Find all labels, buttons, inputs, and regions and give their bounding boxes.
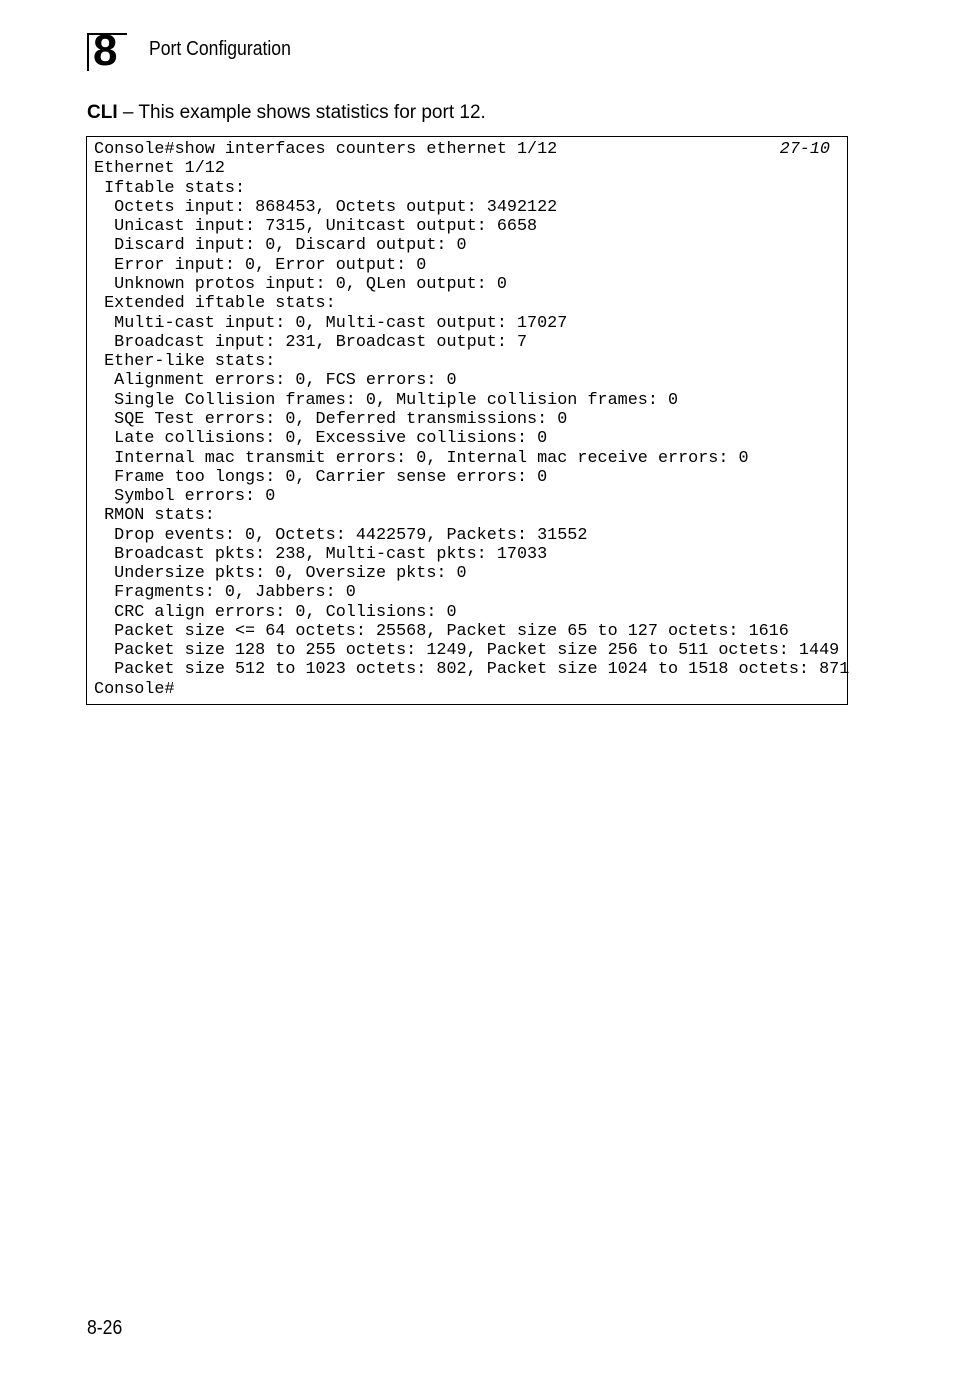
console-line: Console#show interfaces counters ethernet 1/12: [94, 140, 558, 159]
console-line: Alignment errors: 0, FCS errors: 0: [94, 371, 457, 390]
console-line: Frame too longs: 0, Carrier sense errors: 0: [94, 468, 548, 487]
console-line: Single Collision frames: 0, Multiple collision frames: 0: [94, 391, 679, 410]
console-line: Octets input: 868453, Octets output: 3492122: [94, 198, 558, 217]
caption-label: CLI: [87, 102, 118, 123]
console-line: Error input: 0, Error output: 0: [94, 256, 427, 275]
chapter-badge: [87, 26, 127, 75]
console-line: Packet size <= 64 octets: 25568, Packet size 65 to 127 octets: 1616: [94, 622, 789, 641]
figure-reference: 27-10: [779, 140, 830, 159]
console-line: Console#: [94, 680, 175, 699]
console-line: Undersize pkts: 0, Oversize pkts: 0: [94, 564, 467, 583]
page-number: 8-26: [87, 1317, 123, 1339]
console-line: Ethernet 1/12: [94, 159, 225, 178]
console-line: Packet size 128 to 255 octets: 1249, Packet size 256 to 511 octets: 1449: [94, 641, 840, 660]
console-line: Broadcast input: 231, Broadcast output: 7: [94, 333, 528, 352]
console-line: Iftable stats:: [94, 179, 246, 198]
console-line: Symbol errors: 0: [94, 487, 276, 506]
chapter-number: 8: [93, 26, 117, 75]
console-line: Unicast input: 7315, Unitcast output: 6658: [94, 217, 538, 236]
console-line: RMON stats:: [94, 506, 215, 525]
console-line: Extended iftable stats:: [94, 294, 336, 313]
console-output-box: [86, 136, 848, 705]
console-line: CRC align errors: 0, Collisions: 0: [94, 603, 457, 622]
console-line: Unknown protos input: 0, QLen output: 0: [94, 275, 507, 294]
example-caption: [87, 102, 486, 124]
console-line: Late collisions: 0, Excessive collisions: 0: [94, 429, 548, 448]
console-line: SQE Test errors: 0, Deferred transmissions: 0: [94, 410, 568, 429]
caption-text: – This example shows statistics for port 12.: [117, 102, 486, 123]
console-line: Multi-cast input: 0, Multi-cast output: 17027: [94, 314, 568, 333]
console-line: Internal mac transmit errors: 0, Internal mac receive errors: 0: [94, 449, 749, 468]
console-line: Broadcast pkts: 238, Multi-cast pkts: 17033: [94, 545, 548, 564]
console-line: Fragments: 0, Jabbers: 0: [94, 583, 356, 602]
console-line: Ether-like stats:: [94, 352, 276, 371]
section-title: Port Configuration: [149, 38, 291, 60]
console-line: Packet size 512 to 1023 octets: 802, Packet size 1024 to 1518 octets: 871: [94, 660, 850, 679]
console-line: Drop events: 0, Octets: 4422579, Packets: 31552: [94, 526, 588, 545]
console-line: Discard input: 0, Discard output: 0: [94, 236, 467, 255]
